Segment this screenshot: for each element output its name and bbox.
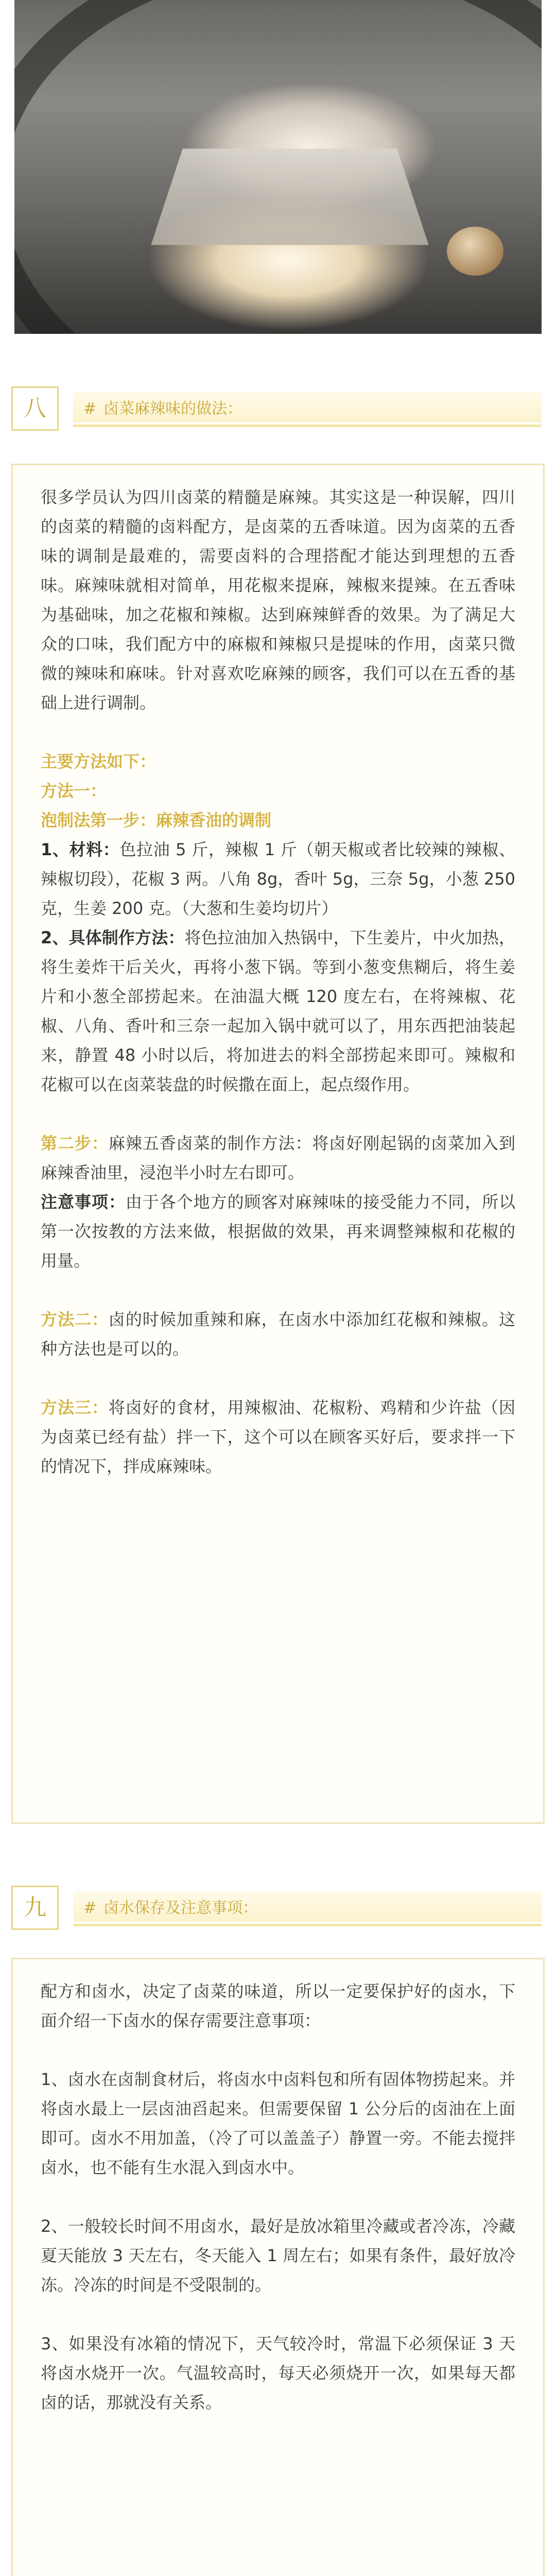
- list-item: 3、如果没有冰箱的情况下，天气较冷时，常温下必须保证 3 天将卤水烧开一次。气温较高时，每天必须烧开一次，如果每天都卤的话，那就没有关系。: [41, 2334, 515, 2412]
- method-1-label: 方法一：: [41, 781, 107, 801]
- note-paragraph: 注意事项：由于各个地方的顾客对麻辣味的接受能力不同，所以第一次按教的方法来做，根据做的效果，再来调整辣椒和花椒的用量。: [41, 1192, 515, 1270]
- section-8-header: [11, 386, 542, 431]
- section-title-underline: [73, 1924, 542, 1926]
- section-title: # 卤菜麻辣味的做法：: [83, 400, 243, 418]
- section-title: # 卤水保存及注意事项：: [83, 1899, 258, 1917]
- hash-mark-icon: #: [83, 1899, 97, 1917]
- section-8-content: [11, 464, 545, 1824]
- section-9-header: [11, 1886, 542, 1930]
- list-item: 2、一般较长时间不用卤水，最好是放冰箱里冷藏或者冷冻，冷藏夏天能放 3 天左右，冬天能入 1 周左右；如果有条件，最好放冷冻。冷冻的时间是不受限制的。: [41, 2216, 515, 2295]
- method-3-paragraph: 方法三：将卤好的食材，用辣椒油、花椒粉、鸡精和少许盐（因为卤菜已经有盐）拌一下，这个可以在顾客买好后，要求拌一下的情况下，拌成麻辣味。: [41, 1398, 515, 1476]
- section-9-content: [11, 1958, 545, 2576]
- intro-paragraph: 配方和卤水，决定了卤菜的味道，所以一定要保护好的卤水，下面介绍一下卤水的保存需要注意事项：: [41, 1981, 515, 2030]
- hash-mark-icon: #: [83, 400, 97, 418]
- pot-interior: [151, 149, 428, 245]
- section-title-underline: [73, 425, 542, 427]
- list-item: 1、卤水在卤制食材后，将卤水中卤料包和所有固体物捞起来。并将卤水最上一层卤油舀起来。但需要保留 1 公分后的卤油在上面即可。卤水不用加盖，（冷了可以盖盖子）静置一旁。不能去搅拌卤水，也不能有生水混入到卤水中。: [41, 2070, 515, 2177]
- kitchen-pot-photo: [14, 0, 542, 334]
- method-2-paragraph: 方法二：卤的时候加重辣和麻，在卤水中添加红花椒和辣椒。这种方法也是可以的。: [41, 1310, 515, 1359]
- section-number: 八: [24, 395, 46, 421]
- materials-paragraph: 1、材料：色拉油 5 斤，辣椒 1 斤（朝天椒或者比较辣的辣椒、辣椒切段），花椒 3 两。八角 8g，香叶 5g，三奈 5g，小葱 250 克，生姜 200 克。（大葱和生姜均切片）: [41, 840, 515, 918]
- intro-paragraph: 很多学员认为四川卤菜的精髓是麻辣。其实这是一种误解，四川的卤菜的精髓的卤料配方，是卤菜的五香味道。因为卤菜的五香味的调制是最难的，需要卤料的合理搭配才能达到理想的五香味。麻辣味就相对简单，用花椒来提麻，辣椒来提辣。在五香味为基础味，加之花椒和辣椒。达到麻辣鲜香的效果。为了满足大众的口味，我们配方中的麻椒和辣椒只是提味的作用，卤菜只微微的辣味和麻味。针对喜欢吃麻辣的顾客，我们可以在五香的基础上进行调制。: [41, 487, 515, 713]
- spice-stone: [447, 227, 503, 276]
- step-1-heading: 泡制法第一步：麻辣香油的调制: [41, 810, 272, 830]
- step-2-paragraph: 第二步：麻辣五香卤菜的制作方法：将卤好刚起锅的卤菜加入到麻辣香油里，浸泡半小时左右即可。: [41, 1133, 515, 1182]
- methods-heading: 主要方法如下：: [41, 752, 157, 771]
- process-paragraph: 2、具体制作方法：将色拉油加入热锅中，下生姜片，中火加热，将生姜炸干后关火，再将小葱下锅。等到小葱变焦糊后，将生姜片和小葱全部捞起来。在油温大概 120 度左右，在将辣椒、花椒、八角、香叶和三奈一起加入锅中就可以了，用东西把油装起来，静置 48 小时以后，将加进去的料全部捞起来即可。辣椒和花椒可以在卤菜装盘的时候撒在面上，起点缀作用。: [41, 928, 515, 1094]
- section-number: 九: [24, 1894, 46, 1921]
